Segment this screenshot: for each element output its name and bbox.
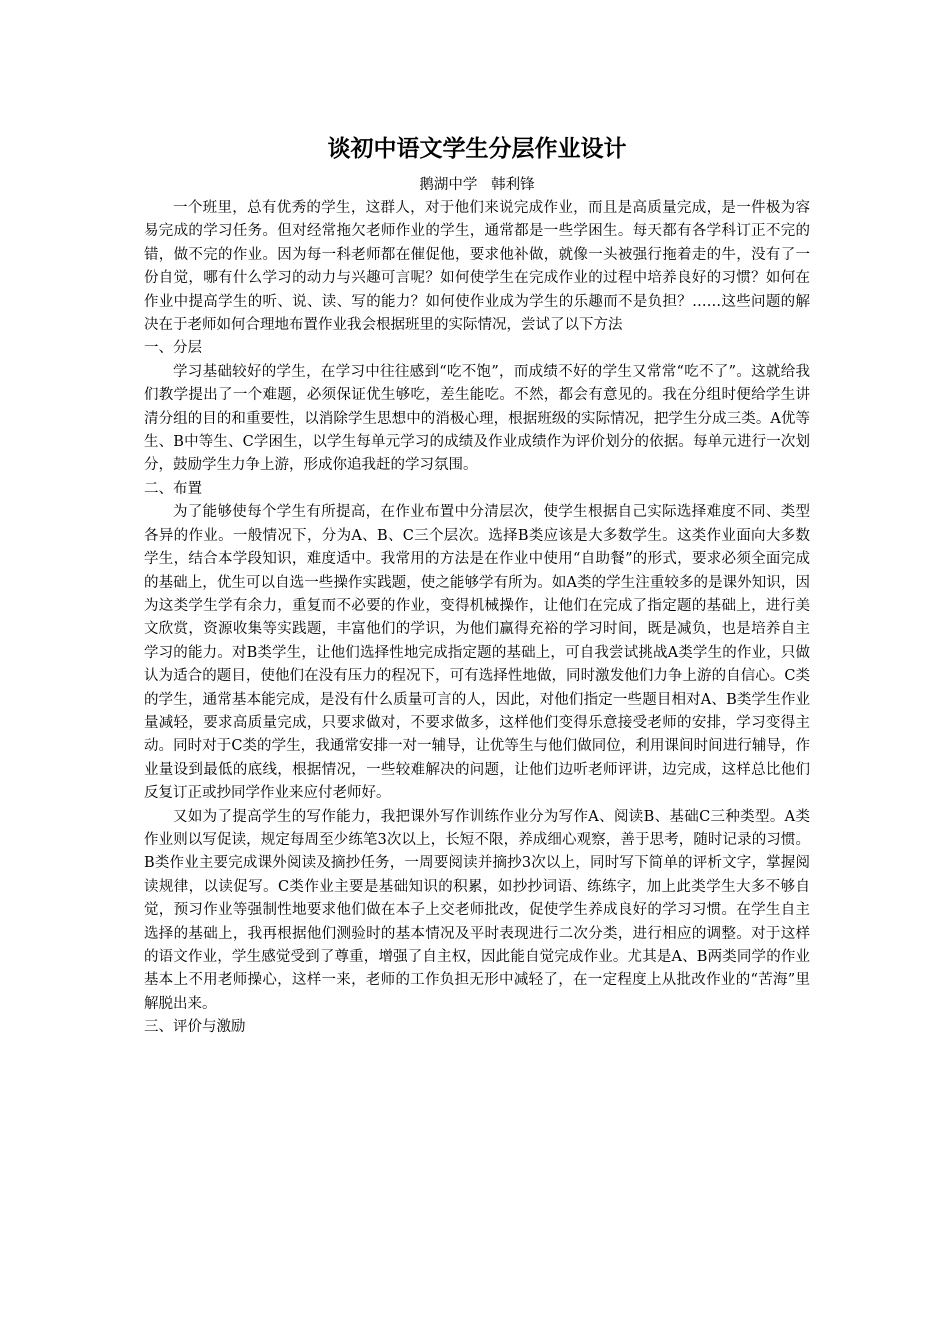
- document-title: 谈初中语文学生分层作业设计: [327, 136, 627, 162]
- intro-paragraph: 一个班里，总有优秀的学生，这群人，对于他们来说完成作业，而且是高质量完成，是一件极为容易完成的学习任务。但对经常拖欠老师作业的学生，通常都是一些学困生。每天都有各学科订正不完的错，做不完的作业。因为每一科老师都在催促他，要求他补做，就像一头被强行拖着走的牛，没有了一份自觉，哪有什么学习的动力与兴趣可言呢？如何使学生在完成作业的过程中培养良好的习惯？如何在作业中提高学生的听、说、读、写的能力？如何使作业成为学生的乐趣而不是负担？……这些问题的解决在于老师如何合理地布置作业我会根据班里的实际情况，尝试了以下方法: [144, 200, 810, 334]
- section-heading-layering: 一、分层: [144, 340, 202, 357]
- section-assignment-paragraph-2: 又如为了提高学生的写作能力，我把课外写作训练作业分为写作A、阅读B、基础C三种类型。A类作业则以写促读，规定每周至少练笔3次以上，长短不限，养成细心观察，善于思考，随时记录的习惯。B类作业主要完成课外阅读及摘抄任务，一周要阅读并摘抄3次以上，同时写下简单的评析文字，掌握阅读规律，以读促写。C类作业主要是基础知识的积累，如抄抄词语、练练字，加上此类学生大多不够自觉，预习作业等强制性地要求他们做在本子上交老师批改，促使学生养成良好的学习习惯。在学生自主选择的基础上，我再根据他们测验时的基本情况及平时表现进行二次分类，进行相应的调整。对于这样的语文作业，学生感觉受到了尊重，增强了自主权，因此能自觉完成作业。尤其是A、B两类同学的作业基本上不用老师操心，这样一来，老师的工作负担无形中减轻了，在一定程度上从批改作业的“苦海”里解脱出来。: [144, 808, 810, 1012]
- section-heading-evaluation: 三、评价与激励: [144, 1019, 246, 1036]
- section-layering-paragraph: 学习基础较好的学生，在学习中往往感到“吃不饱”，而成绩不好的学生又常常“吃不了”。这就给我们教学提出了一个难题，必须保证优生够吃，差生能吃。不然，都会有意见的。我在分组时便给学生讲清分组的目的和重要性，以消除学生思想中的消极心理，根据班级的实际情况，把学生分成三类。A优等生、B中等生、C学困生，以学生每单元学习的成绩及作业成绩作为评价划分的依据。每单元进行一次划分，鼓励学生力争上游，形成你追我赶的学习氛围。: [144, 363, 810, 474]
- section-heading-assignment: 二、布置: [144, 480, 202, 497]
- document-page: [144, 132, 810, 1040]
- document-author: 鹅湖中学 韩利锋: [419, 177, 535, 193]
- section-assignment-paragraph-1: 为了能够使每个学生有所提高，在作业布置中分清层次，使学生根据自己实际选择难度不同、类型各异的作业。一般情况下，分为A、B、C三个层次。选择B类应该是大多数学生。这类作业面向大多数学生，结合本学段知识，难度适中。我常用的方法是在作业中使用“自助餐”的形式，要求必须全面完成的基础上，优生可以自选一些操作实践题，使之能够学有所为。如A类的学生注重较多的是课外知识，因为这类学生学有余力，重复而不必要的作业，变得机械操作，让他们在完成了指定题的基础上，进行美文欣赏，资源收集等实践题，丰富他们的学识，为他们赢得充裕的学习时间，既是减负，也是培养自主学习的能力。对B类学生，让他们选择性地完成指定题的基础上，可自我尝试挑战A类学生的作业，只做认为适合的题目，使他们在没有压力的程况下，可有选择性地做，同时激发他们力争上游的自信心。C类的学生，通常基本能完成，是没有什么质量可言的人，因此，对他们指定一些题目相对A、B类学生作业量减轻，要求高质量完成，只要求做对，不要求做多，这样他们变得乐意接受老师的安排，学习变得主动。同时对于C类的学生，我通常安排一对一辅导，让优等生与他们做同位，利用课间时间进行辅导，作业量设到最低的底线，根据情况，一些较难解决的问题，让他们边听老师评讲，边完成，这样总比他们反复订正或抄同学作业来应付老师好。: [144, 504, 810, 802]
